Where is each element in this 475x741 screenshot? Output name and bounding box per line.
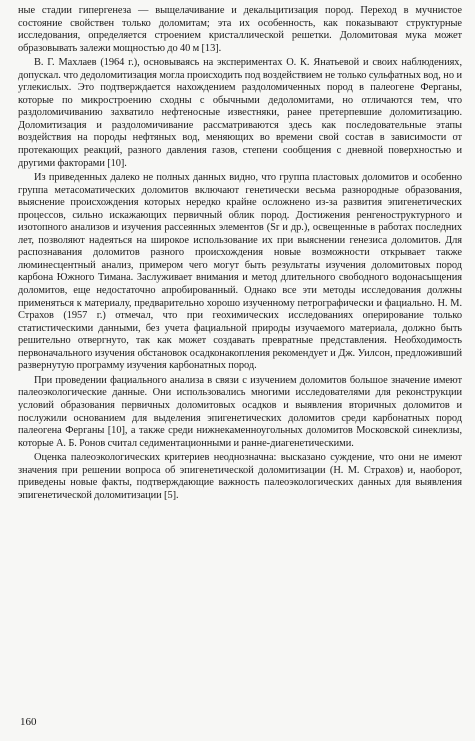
- paragraph-facies-analysis: При проведении фациального анализа в связи с изучением доломитов большое значение имеют палеоэкологические данные. Они использовались многими исследователями для реконструкции условий образования первичных доломитовых осадков и выявления вторичных доломитов и послужили основанием для выделения эпигенетических доломитов среди карбонатных пород палеогена Ферганы [10], а также среди нижнекаменноугольных доломитов Московской синеклизы, которые А. Б. Ронов считал седиментационными и ранне-диагенетическими.: [18, 374, 462, 449]
- paragraph-makhlaev: В. Г. Махлаев (1964 г.), основываясь на экспериментах О. К. Янатьевой и своих наблюдениях, допускал. что дедоломитизация могла происходить под воздействием не только сульфатных вод, но и углекислых. Это подтверждается нахождением раздоломиченных пород в палеогене Ферганы, которые по микростроению сходны с обычными дедоломитами, но отличаются тем, что раздоломичиванию захватило нефтеносные известняки, ранее претерпевшие доломитизацию. Доломитизация и раздоломичивание рассматриваются здесь как последовательные этапы воздействия на породы нефтяных вод, меняющих во времени свой состав в зависимости от протекающих реакций, разного давления газов, степени сообщения с дневной поверхностью и другими факторами [10].: [18, 57, 462, 169]
- paragraph-methods: Из приведенных далеко не полных данных видно, что группа пластовых доломитов и особенно группа метасоматических доломитов включают генетически весьма разнородные образования, выяснение происхождения которых нередко крайне осложнено из-за развития эпигенетических процессов, сильно искажающих первичный облик пород. Достижения ренгеноструктурного и изотопного анализов и изучения рассеянных элементов (Sr и др.), освещенные в работах последних лет, позволяют надеяться на широкое использование их при выяснении генезиса доломитов. Для распознавания доломитов разного происхождения новые возможности открывает также люминесцентный анализ, примером чего могут быть результаты изучения доломитовых пород карбона Южного Тимана. Заслуживает внимания и метод длительного свободного водонасыщения доломитов, еще недостаточно апробированный. Однако все эти методы исследования должны применяться к материалу, предварительно хорошо изученному петрографически и фациально. Н. М. Страхов (1957 г.) отмечал, что при геохимических исследованиях оперирование только статистическими данными, без учета фациальной природы изучаемого материала, должно быть решительно отвергнуто, так как может создавать превратные представления. Необходимость первоначального изучения обстановок осадконакопления рекомендует и Дж. Уилсон, предложивший развернутую программу изучения карбонатных пород.: [18, 172, 462, 372]
- page-number: 160: [20, 716, 37, 728]
- paragraph-paleoecology: Оценка палеоэкологических критериев неоднозначна: высказано суждение, что они не имеют значения при решении вопроса об эпигенетической доломитизации (Н. М. Страхов) и, наоборот, приведены новые факты, подтверждающие важность палеоэкологических данных для выявления эпигенетической доломитизации [5].: [18, 452, 462, 501]
- paragraph-continuation: ные стадии гипергенеза — выщелачивание и декальцитизация пород. Переход в мучнистое состояние свойствен только доломитам; эта их особенность, как показывают структурные исследования, определяется строением кристаллической решетки. Доломитовая мука может образовывать залежи мощностью до 40 м [13].: [18, 5, 462, 54]
